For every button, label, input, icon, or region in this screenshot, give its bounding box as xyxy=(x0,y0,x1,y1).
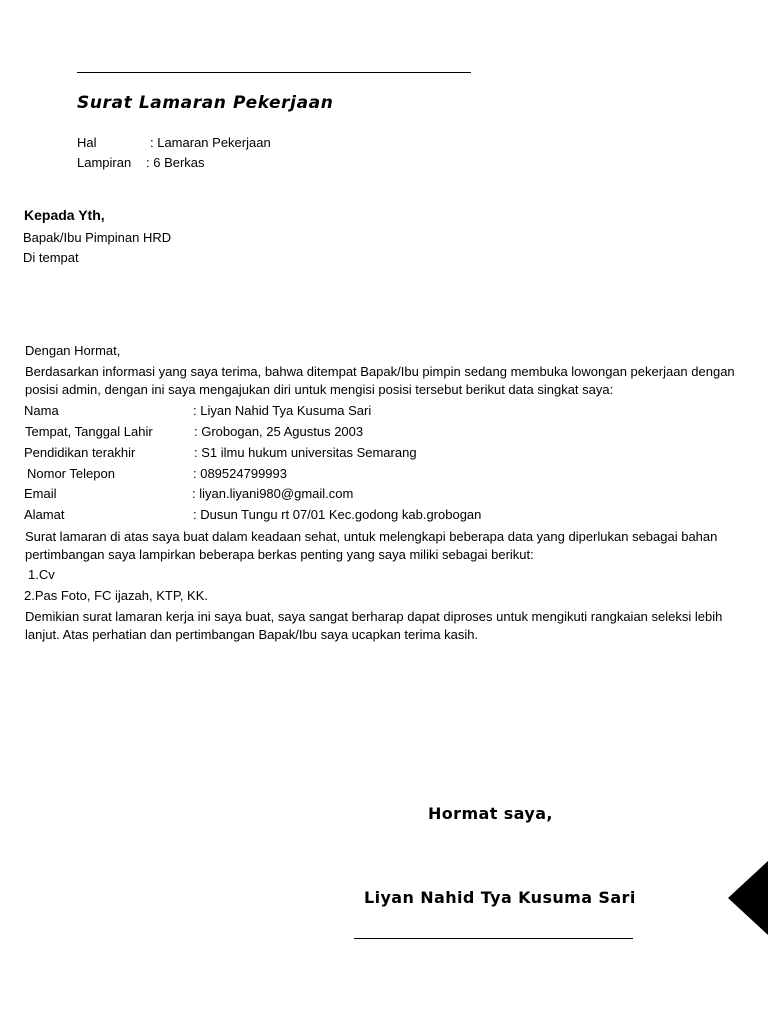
previous-page-arrow-icon[interactable] xyxy=(728,861,768,935)
closing-paragraph: Demikian surat lamaran kerja ini saya buat, saya sangat berharap dapat diproses untuk mengikuti rangkaian seleksi lebih lanjut. Atas perhatian dan pertimbangan Bapak/Ibu saya ucapkan terima kasih. xyxy=(25,609,723,642)
attachments-paragraph: Surat lamaran di atas saya buat dalam keadaan sehat, untuk melengkapi beberapa data yang diperlukan sebagai bahan pertimbangan saya lampirkan beberapa berkas penting yang saya miliki sebagai berikut: xyxy=(25,529,718,562)
field-value-pendidikan: : S1 ilmu hukum universitas Semarang xyxy=(194,445,417,460)
attachment-item-2: 2.Pas Foto, FC ijazah, KTP, KK. xyxy=(24,588,209,603)
top-divider xyxy=(77,72,471,73)
attachment-item-1: 1.Cv xyxy=(28,567,55,582)
subject-label: Hal xyxy=(77,135,97,150)
field-value-nama: : Liyan Nahid Tya Kusuma Sari xyxy=(193,403,372,418)
attachment-count-label: Lampiran xyxy=(77,155,132,170)
field-value-tempat-tanggal-lahir: : Grobogan, 25 Agustus 2003 xyxy=(194,424,364,439)
field-label-telepon: Nomor Telepon xyxy=(27,466,115,481)
signoff: Hormat saya, xyxy=(428,804,553,823)
signature-line xyxy=(354,938,633,939)
signature-name: Liyan Nahid Tya Kusuma Sari xyxy=(364,888,636,907)
greeting: Dengan Hormat, xyxy=(25,343,121,358)
field-value-alamat: : Dusun Tungu rt 07/01 Kec.godong kab.grobogan xyxy=(193,507,482,522)
field-value-telepon: : 089524799993 xyxy=(193,466,287,481)
attachment-count-value: : 6 Berkas xyxy=(146,155,205,170)
field-label-alamat: Alamat xyxy=(24,507,65,522)
recipient-line-1: Bapak/Ibu Pimpinan HRD xyxy=(23,230,172,245)
recipient-heading: Kepada Yth, xyxy=(24,207,105,223)
subject-value: : Lamaran Pekerjaan xyxy=(150,135,271,150)
field-label-nama: Nama xyxy=(24,403,59,418)
field-value-email: : liyan.liyani980@gmail.com xyxy=(192,486,354,501)
field-label-pendidikan: Pendidikan terakhir xyxy=(24,445,136,460)
letter-title: Surat Lamaran Pekerjaan xyxy=(77,93,334,113)
intro-paragraph: Berdasarkan informasi yang saya terima, bahwa ditempat Bapak/Ibu pimpin sedang membuka lowongan pekerjaan dengan posisi admin, dengan ini saya mengajukan diri untuk mengisi posisi tersebut berikut data singkat saya: xyxy=(25,364,735,397)
recipient-line-2: Di tempat xyxy=(23,250,79,265)
field-label-email: Email xyxy=(24,486,57,501)
field-label-tempat-tanggal-lahir: Tempat, Tanggal Lahir xyxy=(25,424,153,439)
